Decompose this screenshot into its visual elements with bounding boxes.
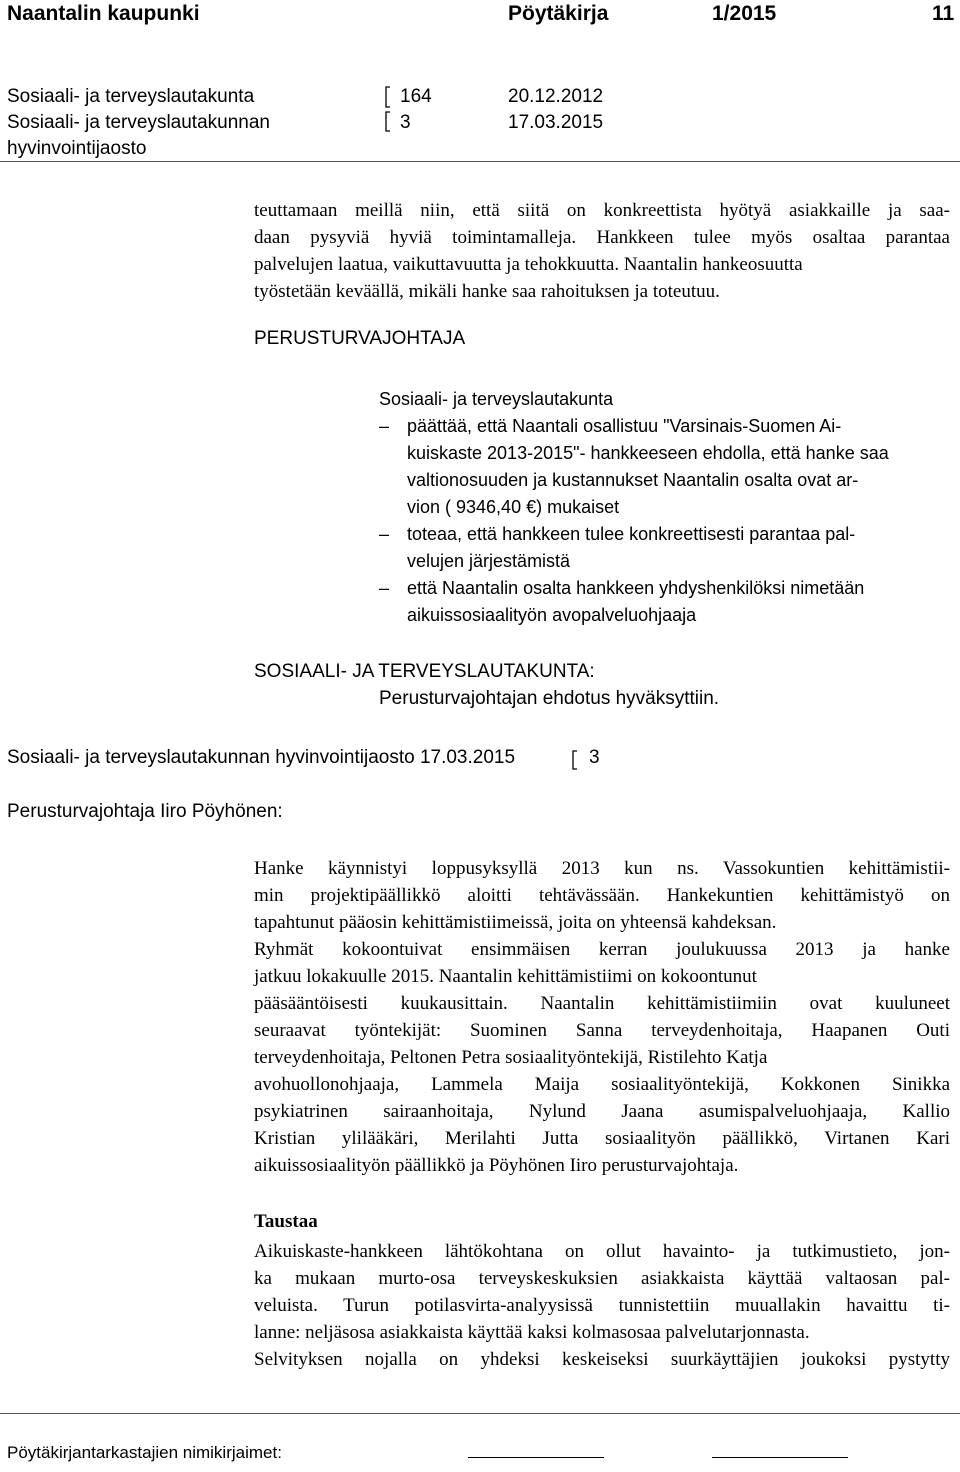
proposal-block (379, 386, 951, 629)
body-line: pääsääntöisesti kuukausittain. Naantalin kehittämistiimiin ovat kuuluneet (254, 993, 950, 1014)
dash-icon: – (379, 578, 390, 598)
dash-icon: – (379, 524, 390, 544)
meta-num-1: 164 (400, 86, 432, 107)
meta-date-1: 20.12.2012 (508, 86, 604, 107)
issue-number: 1/2015 (712, 2, 777, 25)
body-paragraph (254, 855, 950, 1179)
proposal-item (379, 521, 951, 575)
proposal-item (379, 575, 951, 629)
proposal-line: toteaa, että hankkeen tulee konkreettisesti parantaa pal- (407, 524, 856, 544)
body-line: jatkuu lokakuulle 2015. Naantalin kehittämistiimi on kokoontunut (254, 966, 757, 987)
city-name: Naantalin kaupunki (7, 2, 200, 25)
meta-date-2: 17.03.2015 (508, 112, 604, 133)
header-divider (0, 161, 960, 162)
proposal-line: vion ( 9346,40 €) mukaiset (407, 497, 620, 517)
body-line: terveydenhoitaja, Peltonen Petra sosiaalityöntekijä, Ristilehto Katja (254, 1047, 768, 1068)
decision-heading: SOSIAALI- JA TERVEYSLAUTAKUNTA: (254, 661, 595, 682)
proposal-item (379, 413, 951, 521)
background-line: veluista. Turun potilasvirta-analyysissä tunnistettiin muuallakin havaittu ti- (254, 1295, 950, 1316)
body-line: Hanke käynnistyi loppusyksyllä 2013 kun ns. Vassokuntien kehittämistii- (254, 858, 950, 879)
proposer-heading: PERUSTURVAJOHTAJA (254, 328, 466, 349)
intro-paragraph (254, 197, 950, 305)
proposal-line: velujen järjestämistä (407, 551, 571, 571)
intro-line: daan pysyviä hyviä toimintamalleja. Hankkeen tulee myös osaltaa parantaa (254, 227, 950, 248)
proposal-line: päättää, että Naantali osallistuu "Varsinais-Suomen Ai- (407, 416, 842, 436)
body-line: min projektipäällikkö aloitti tehtävässään. Hankekuntien kehittämistyö on (254, 885, 950, 906)
footer-divider (0, 1413, 960, 1414)
decision-text: Perusturvajohtajan ehdotus hyväksyttiin. (379, 688, 720, 709)
intro-line: teuttamaan meillä niin, että siitä on konkreettista hyötyä asiakkaille ja saa- (254, 200, 950, 221)
background-line: lanne: neljäsosa asiakkaista käyttää kaksi kolmasosaa palvelutarjonnasta. (254, 1322, 810, 1343)
document-type: Pöytäkirja (508, 2, 609, 25)
meta-body-2: Sosiaali- ja terveyslautakunnan (7, 112, 270, 133)
background-paragraph (254, 1238, 950, 1373)
signatures-label: Pöytäkirjantarkastajien nimikirjaimet: (7, 1443, 282, 1462)
proposal-line: että Naantalin osalta hankkeen yhdyshenkilöksi nimetään (407, 578, 865, 598)
background-line: Aikuiskaste-hankkeen lähtökohtana on ollut havainto- ja tutkimustieto, jon- (254, 1241, 950, 1262)
body-line: Ryhmät kokoontuivat ensimmäisen kerran joulukuussa 2013 ja hanke (254, 939, 950, 960)
page-number: 11 (932, 2, 955, 25)
body-line: seuraavat työntekijät: Suominen Sanna terveydenhoitaja, Haapanen Outi (254, 1020, 950, 1041)
intro-line: palvelujen laatua, vaikuttavuutta ja tehokkuutta. Naantalin hankeosuutta (254, 254, 803, 275)
section-mark-icon (571, 749, 581, 771)
meta-body-3: hyvinvointijaosto (7, 138, 147, 159)
signature-line (468, 1457, 604, 1458)
proposal-committee: Sosiaali- ja terveyslautakunta (379, 389, 614, 409)
section-number: 3 (589, 747, 600, 768)
meta-num-2: 3 (400, 112, 411, 133)
signature-line (712, 1457, 848, 1458)
body-line: Kristian ylilääkäri, Merilahti Jutta sosiaalityön päällikkö, Virtanen Kari (254, 1128, 950, 1149)
proposal-line: valtionosuuden ja kustannukset Naantalin osalta ovat ar- (407, 470, 859, 490)
section-mark-icon (384, 85, 394, 133)
background-line: Selvityksen nojalla on yhdeksi keskeiseksi suurkäyttäjien joukoksi pystytty (254, 1349, 950, 1370)
body-line: avohuollonohjaaja, Lammela Maija sosiaalityöntekijä, Kokkonen Sinikka (254, 1074, 950, 1095)
background-heading: Taustaa (254, 1211, 318, 1232)
body-line: aikuissosiaalityön päällikkö ja Pöyhönen Iiro perusturvajohtaja. (254, 1155, 739, 1176)
section-title: Sosiaali- ja terveyslautakunnan hyvinvointijaosto 17.03.2015 (7, 747, 516, 768)
proposal-line: kuiskaste 2013-2015"- hankkeeseen ehdolla, että hanke saa (407, 443, 889, 463)
section-presenter: Perusturvajohtaja Iiro Pöyhönen: (7, 801, 283, 822)
background-line: ka mukaan murto-osa terveyskeskuksien asiakkaista käyttää valtaosan pal- (254, 1268, 950, 1289)
meta-body-1: Sosiaali- ja terveyslautakunta (7, 86, 255, 107)
body-line: tapahtunut pääosin kehittämistiimeissä, joita on yhteensä kahdeksan. (254, 912, 777, 933)
intro-line: työstetään keväällä, mikäli hanke saa rahoituksen ja toteutuu. (254, 281, 720, 302)
body-line: psykiatrinen sairaanhoitaja, Nylund Jaana asumispalveluohjaaja, Kallio (254, 1101, 950, 1122)
dash-icon: – (379, 416, 390, 436)
proposal-line: aikuissosiaalityön avopalveluohjaaja (407, 605, 697, 625)
